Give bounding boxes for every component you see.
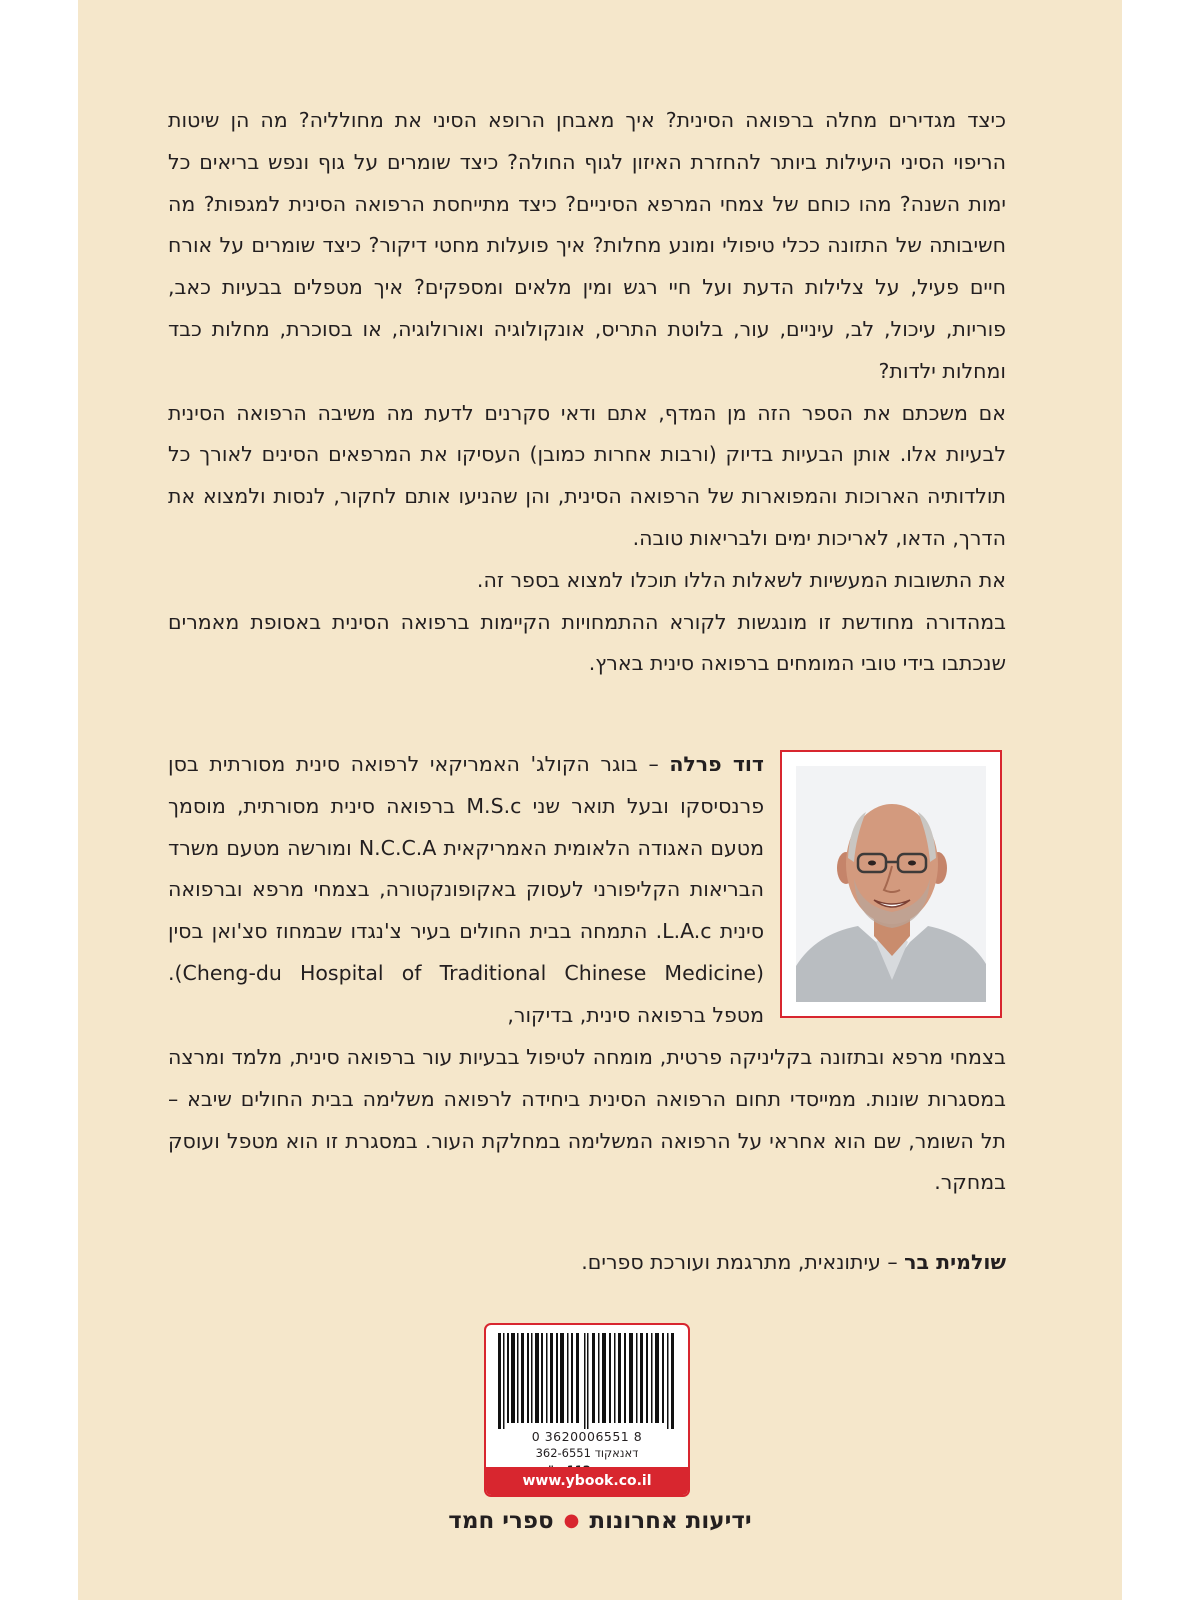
editor-bio-text: – עיתונאית, מתרגמת ועורכת ספרים. bbox=[581, 1250, 905, 1274]
blurb-edition: במהדורה מחודשת זו מונגשות לקורא ההתמחויות הקיימות ברפואה הסינית באסופת מאמרים שנכתבו בידי טובי המומחים ברפואה סינית בארץ. bbox=[168, 609, 1006, 676]
barcode-number: 0 3620006551 8 bbox=[531, 1429, 643, 1444]
author-bio-top bbox=[168, 744, 764, 1037]
red-dot-icon: ● bbox=[563, 1510, 580, 1531]
danacode: דאנאקוד 362-6551 bbox=[535, 1446, 639, 1460]
author-bio-part2: בצמחי מרפא ובתזונה בקליניקה פרטית, מומחה לטיפול בבעיות עור ברפואה סינית, מלמד ומרצה במסגרות שונות. ממייסדי תחום הרפואה הסינית ביחידה לרפואה משלימה בבית החולים שיבא – תל השומר, שם הוא אחראי על הרפואה המשלימה במחלקת העור. במסגרת זו הוא מטפל ועוסק במחקר. bbox=[168, 1045, 1006, 1195]
blurb-curiosity: אם משכתם את הספר הזה מן המדף, אתם ודאי סקרנים לדעת מה משיבה הרפואה הסינית לבעיות אלו. אותן הבעיות בדיוק (ורבות אחרות כמובן) העסיקו את המרפאים הסינים לאורך כל תולדותיה הארוכות והמפוארות של הרפואה הסינית, והן שהניעו אותם לחקור, לנסות ולמצוא את הדרך, הדאו, לאריכות ימים ולבריאות טובה. bbox=[168, 400, 1006, 550]
publisher-yedioth: ידיעות אחרונות bbox=[589, 1508, 752, 1534]
blurb-answers: את התשובות המעשיות לשאלות הללו תוכלו למצוא בספר זה. bbox=[476, 567, 1006, 592]
author-photo-frame bbox=[780, 750, 1002, 1018]
author-name: דוד פרלה bbox=[669, 752, 764, 776]
website-url: www.ybook.co.il bbox=[486, 1467, 688, 1495]
editor-bio bbox=[168, 1242, 1006, 1284]
barcode-icon bbox=[496, 1333, 678, 1429]
publisher-line bbox=[0, 1508, 1200, 1534]
author-photo bbox=[796, 766, 986, 1002]
blurb-text bbox=[168, 100, 1006, 685]
barcode-label bbox=[484, 1323, 690, 1497]
author-bio-bottom bbox=[168, 1037, 1006, 1204]
editor-name: שולמית בר bbox=[904, 1250, 1006, 1274]
author-portrait-image bbox=[796, 766, 986, 1002]
publisher-sifrei-hemed: ספרי חמד bbox=[448, 1508, 554, 1534]
author-bio-part1: – בוגר הקולג' האמריקאי לרפואה סינית מסורתית בסן פרנסיסקו ובעל תואר שני M.S.c ברפואה סינית מסורתית, מוסמך מטעם האגודה הלאומית האמריקאית N.C.C.A ומורשה מטעם משרד הבריאות הקליפורני לעסוק באקופונקטורה, בצמחי מרפא וברפואה סינית L.A.c. התמחה בבית החולים בעיר צ'נגדו שבמחוז סצ'ואן בסין (Cheng-du Hospital of Traditional Chinese Medicine). מטפל ברפואה סינית, בדיקור, bbox=[168, 752, 764, 1027]
author-bio-paragraph bbox=[168, 744, 764, 1037]
editor-bio-paragraph bbox=[168, 1242, 1006, 1284]
blurb-questions: כיצד מגדירים מחלה ברפואה הסינית? איך מאבחן הרופא הסיני את מחולליה? מה הן שיטות הריפוי הסיני היעילות ביותר להחזרת האיזון לגוף החולה? כיצד שומרים על גוף ונפש בריאים כל ימות השנה? מהו כוחם של צמחי המרפא הסיניים? כיצד מתייחסת הרפואה הסינית למגפות? מה חשיבותה של התזונה ככלי טיפולי ומונע מחלות? איך פועלות מחטי דיקור? כיצד שומרים על אורח חיים פעיל, על צלילות הדעת ועל חיי רגש ומין מלאים ומספקים? איך מטפלים בבעיות כאב, פוריות, עיכול, לב, עיניים, עור, בלוטת התריס, אונקולוגיה ואורולוגיה, או בסוכרת, מחלות כבד ומחלות ילדות? bbox=[168, 108, 1006, 383]
